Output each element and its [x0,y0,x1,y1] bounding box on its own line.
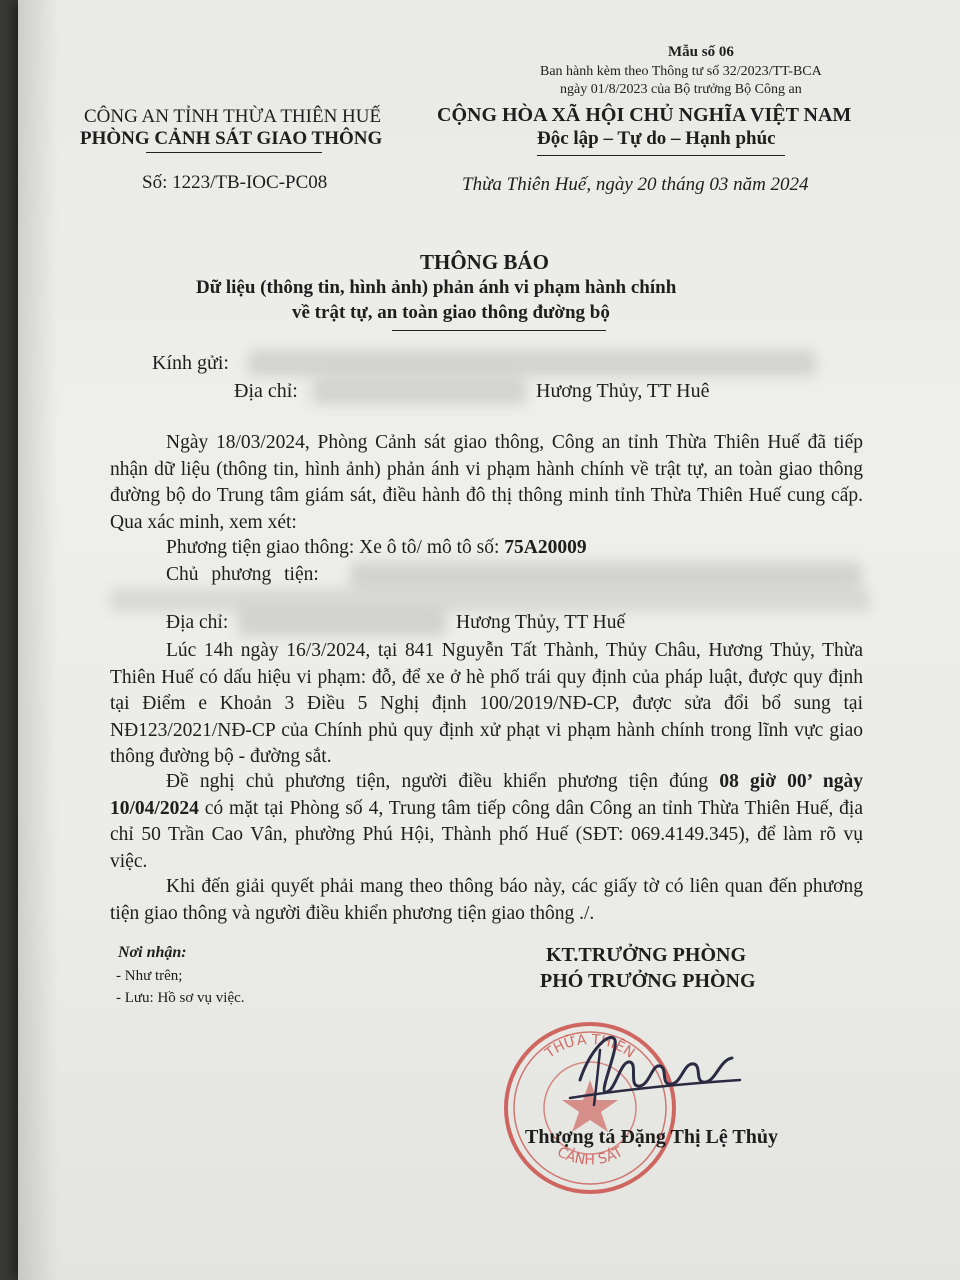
owner-label: Chủ phương tiện: [166,564,319,585]
recipient-label: Kính gửi: [152,352,229,374]
paragraph-instructions: Khi đến giải quyết phải mang theo thông báo này, các giấy tờ có liên quan đến phương tiện giao thông và người điều khiển phương tiện giao thông ./. [110,876,863,924]
recipients-title: Nơi nhận: [118,944,187,961]
document-subtitle-1: Dữ liệu (thông tin, hình ảnh) phản ánh vi phạm hành chính [196,277,677,298]
request-text-a: Đề nghị chủ phương tiện, người điều khiển phương tiện đúng [166,771,720,792]
paragraph-intro: Ngày 18/03/2024, Phòng Cảnh sát giao thông, Công an tỉnh Thừa Thiên Huế đã tiếp nhận dữ liệu (thông tin, hình ảnh) phản ánh vi phạm hành chính về trật tự, an toàn giao thông đường bộ do Trung tâm giám sát, điều hành đô thị thông minh tỉnh Thừa Thiên Huế cung cấp. Qua xác minh, xem xét: [110,432,863,533]
owner-address-visible: Hương Thủy, TT Huế [456,612,626,633]
seal-text-bottom: CẢNH SÁT [554,1144,626,1169]
signer-name: Thượng tá Đặng Thị Lệ Thủy [525,1126,778,1148]
agency-name: CÔNG AN TỈNH THỪA THIÊN HUẾ [84,106,382,127]
title-underline [392,330,606,331]
document-number: Số: 1223/TB-IOC-PC08 [142,172,328,193]
motto-underline [537,155,785,156]
recipient-address-visible: Hương Thủy, TT Huê [536,380,710,402]
republic-name: CỘNG HÒA XÃ HỘI CHỦ NGHĨA VIỆT NAM [437,104,852,126]
recipient-item-2: - Lưu: Hồ sơ vụ việc. [116,990,245,1006]
form-number: Mẫu số 06 [668,44,734,60]
issued-by-line-2: ngày 01/8/2023 của Bộ trưởng Bộ Công an [560,82,802,97]
signer-title-1: KT.TRƯỞNG PHÒNG [546,944,746,966]
vehicle-label: Phương tiện giao thông: Xe ô tô/ mô tô số: [166,537,505,558]
redacted-owner-line-2 [110,588,870,612]
signature-icon [560,1020,750,1110]
vehicle-line [166,537,587,559]
document-subtitle-2: về trật tự, an toàn giao thông đường bộ [292,302,610,323]
recipient-address-label: Địa chỉ: [234,380,298,402]
department-underline [146,152,322,153]
signer-title-2: PHÓ TRƯỞNG PHÒNG [540,970,756,992]
issued-by-line-1: Ban hành kèm theo Thông tư số 32/2023/TT-BCA [540,64,822,79]
redacted-recipient-address [312,378,526,404]
request-text-b: có mặt tại Phòng số 4, Trung tâm tiếp công dân Công an tỉnh Thừa Thiên Huế, địa chỉ 50 Trần Cao Vân, phường Phú Hội, Thành phố Huế (SĐT: 069.4149.345), để làm rõ vụ việc. [110,797,863,872]
department-name: PHÒNG CẢNH SÁT GIAO THÔNG [80,128,383,149]
recipient-item-1: - Như trên; [116,968,183,984]
document-title: THÔNG BÁO [420,250,549,274]
seal-text-top: THỪA THIÊN [542,1031,638,1062]
vehicle-plate: 75A20009 [504,537,587,558]
owner-address-label: Địa chỉ: [166,612,229,633]
paragraph-violation: Lúc 14h ngày 16/3/2024, tại 841 Nguyễn Tất Thành, Thủy Châu, Hương Thủy, Thừa Thiên Huế có dấu hiệu vi phạm: đỗ, để xe ở hè phố trái quy định của pháp luật, được quy định tại Điểm e Khoản 3 Điều 5 Nghị định 100/2019/NĐ-CP, được sửa đổi bổ sung tại NĐ123/2021/NĐ-CP của Chính phủ quy định xử phạt vi phạm hành chính trong lĩnh vực giao thông đường bộ - đường sắt. [110,640,863,767]
redacted-owner-name [350,562,862,588]
redacted-recipient-name [248,350,816,376]
paragraph-request [110,769,863,875]
redacted-owner-address [238,610,446,636]
national-motto: Độc lập – Tự do – Hạnh phúc [537,128,776,149]
appointment-time: 08 giờ 00’ ngày 10/04/2024 [110,771,864,819]
place-and-date: Thừa Thiên Huế, ngày 20 tháng 03 năm 2024 [462,174,809,195]
